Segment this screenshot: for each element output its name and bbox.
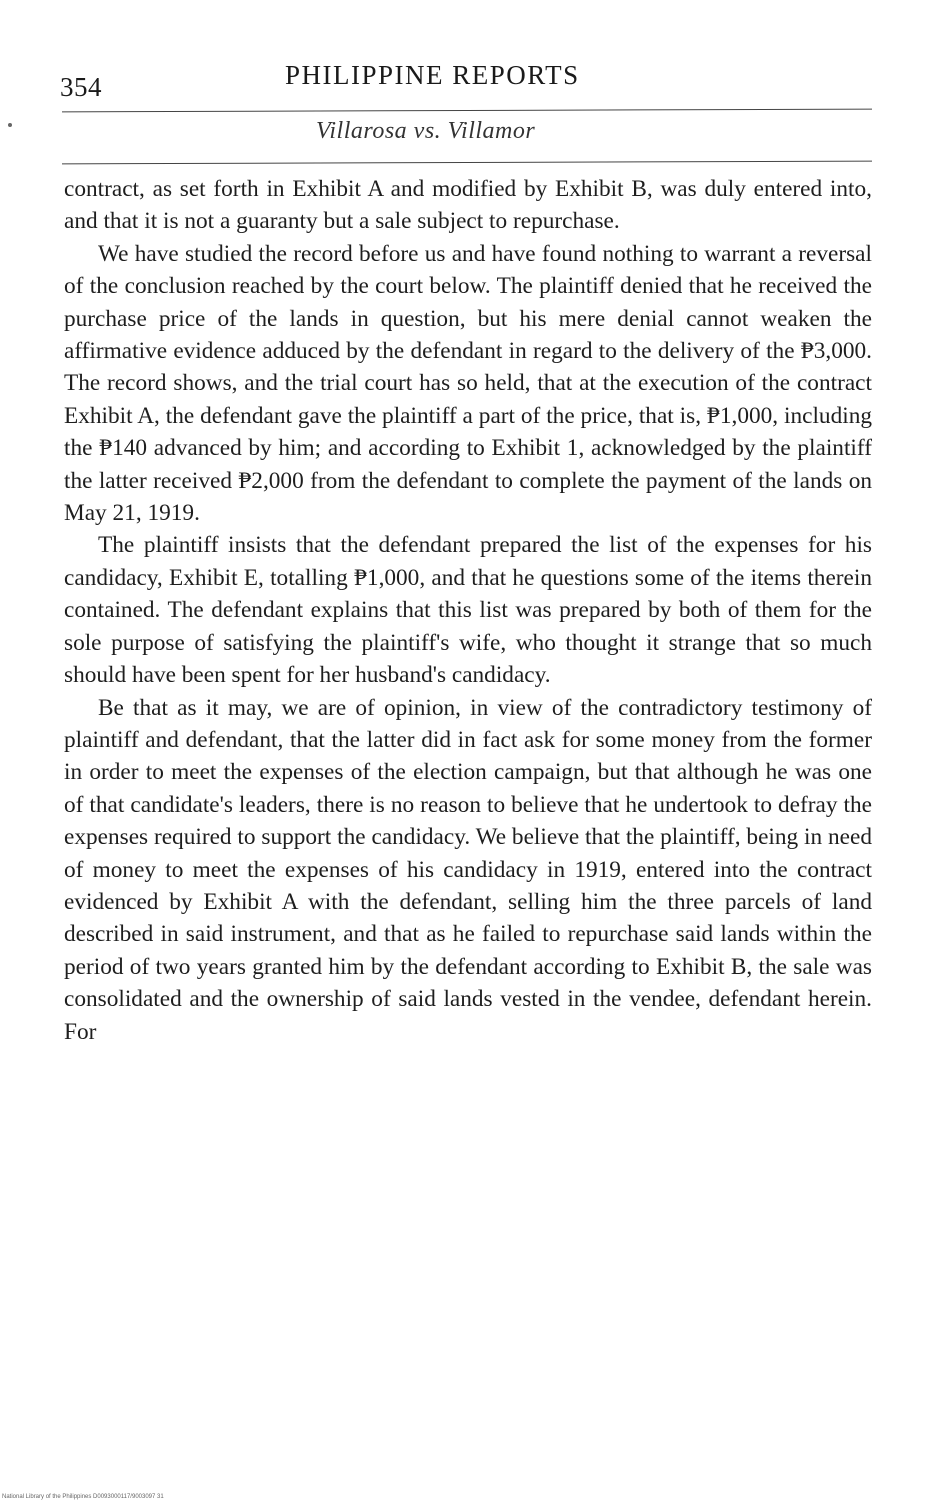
header-rule-bottom [62,161,872,165]
paragraph-3: The plaintiff insists that the defendant prepared the list of the expenses for his candidacy, Exhibit E, totalling ₱1,000, and that he questions some of the items therein contained. The defendant explains that this list was prepared by both of them for the sole purpose of satisfying the plaintiff's wife, who thought it strange that so much should have been spent for her husband's candidacy. [64,532,872,689]
paragraph-1: contract, as set forth in Exhibit A and modified by Exhibit B, was duly entered into, and that it is not a guaranty but a sale subject to repurchase. [64,176,872,235]
footer-note: National Library of the Philippines D0093000117/9003097 31 [2,1494,164,1500]
header-rule-top [62,109,872,113]
body-text [64,173,872,1048]
case-caption: Villarosa vs. Villamor [316,118,536,144]
paragraph-4: Be that as it may, we are of opinion, in view of the contradictory testimony of plaintiff and defendant, that the latter did in fact ask for some money from the former in order to meet the expenses of the election campaign, but that although he was one of that candidate's leaders, there is no reason to believe that he undertook to defray the expenses required to support the candidacy. We believe that the plaintiff, being in need of money to meet the expenses of his candidacy in 1919, entered into the contract evidenced by Exhibit A with the defendant, selling him the three parcels of land described in said instrument, and that as he failed to repurchase said lands within the period of two years granted him by the defendant according to Exhibit B, the sale was consolidated and the ownership of said lands vested in the vendee, defendant herein. For [64,694,872,1045]
paragraph-2: We have studied the record before us and have found nothing to warrant a reversal of the conclusion reached by the court below. The plaintiff denied that he received the purchase price of the lands in question, but his mere denial cannot weaken the affirmative evidence adduced by the defendant in regard to the delivery of the ₱3,000. The record shows, and the trial court has so held, that at the execution of the contract Exhibit A, the defendant gave the plaintiff a part of the price, that is, ₱1,000, including the ₱140 advanced by him; and according to Exhibit 1, acknowledged by the plaintiff the latter received ₱2,000 from the defendant to complete the payment of the lands on May 21, 1919. [64,240,872,527]
page-number: 354 [60,72,102,102]
speck [8,123,12,127]
running-title: PHILIPPINE REPORTS [285,60,580,90]
